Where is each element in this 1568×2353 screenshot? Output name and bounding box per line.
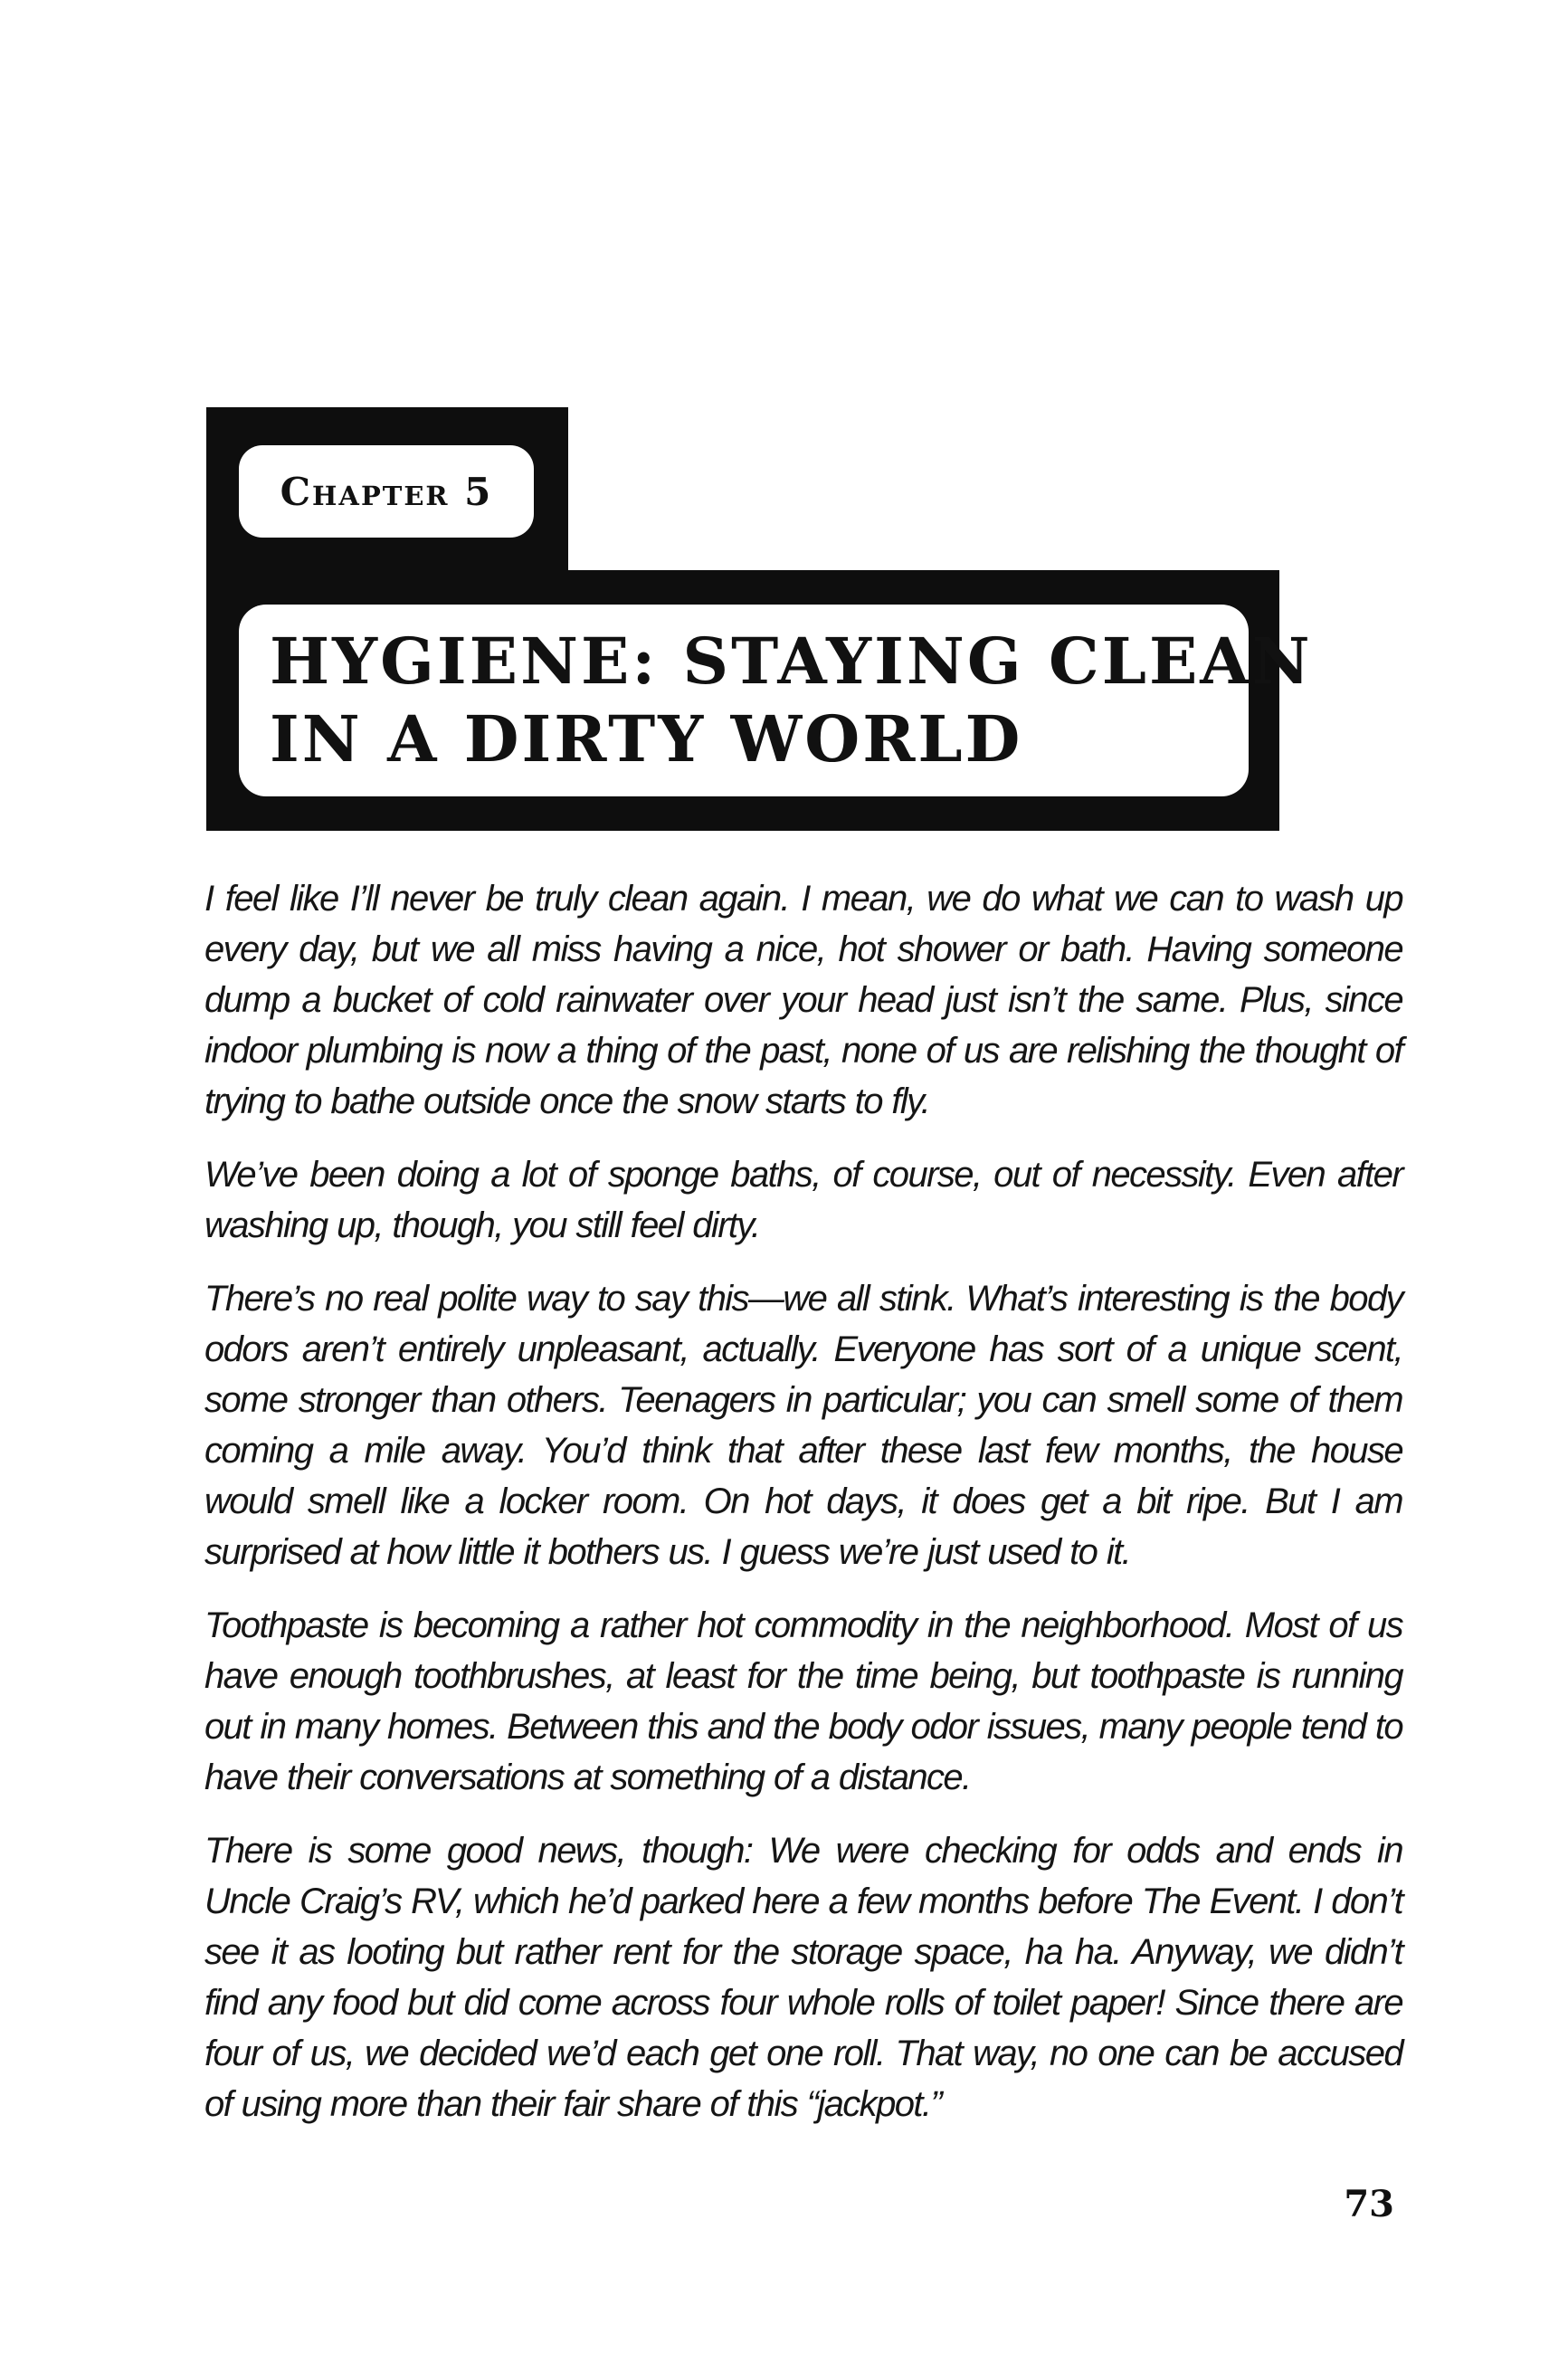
page-number: 73 xyxy=(1344,2183,1394,2225)
chapter-label-box xyxy=(239,445,534,538)
body-text xyxy=(204,873,1402,2152)
paragraph-1: I feel like I’ll never be truly clean again. I mean, we do what we can to wash up every day, but we all miss having a nice, hot shower or bath. Having someone dump a bucket of cold rainwater over your head just isn’t the same. Plus, since indoor plumbing is now a thing of the past, none of us are relishing the thought of trying to bathe outside once the snow starts to fly. xyxy=(204,879,1402,1121)
chapter-label: Chapter 5 xyxy=(280,469,493,514)
paragraph-3: There’s no real polite way to say this—we all stink. What’s interesting is the body odors aren’t entirely unpleasant, actually. Everyone has sort of a unique scent, some stronger than others. Teenagers in particular; you can smell some of them coming a mile away. You’d think that after these last few months, the house would smell like a locker room. On hot days, it does get a bit ripe. But I am surprised at how little it bothers us. I guess we’re just used to it. xyxy=(204,1279,1402,1572)
chapter-header xyxy=(206,407,1313,831)
chapter-title-line-1: HYGIENE: STAYING CLEAN xyxy=(270,624,1313,699)
paragraph-2: We’ve been doing a lot of sponge baths, of course, out of necessity. Even after washing up, though, you still feel dirty. xyxy=(204,1155,1402,1245)
chapter-title-line-2: IN A DIRTY WORLD xyxy=(270,701,1023,776)
paragraph-5: There is some good news, though: We were checking for odds and ends in Uncle Craig’s RV, which he’d parked here a few months before The Event. I don’t see it as looting but rather rent for the storage space, ha ha. Anyway, we didn’t find any food but did come across four whole rolls of toilet paper! Since there are four of us, we decided we’d each get one roll. That way, no one can be accused of using more than their fair share of this “jackpot.” xyxy=(204,1831,1402,2124)
paragraph-4: Toothpaste is becoming a rather hot commodity in the neighborhood. Most of us have enough toothbrushes, at least for the time being, but toothpaste is running out in many homes. Between this and the body odor issues, many people tend to have their conversations at something of a distance. xyxy=(204,1605,1402,1797)
chapter-title-box xyxy=(239,605,1313,796)
